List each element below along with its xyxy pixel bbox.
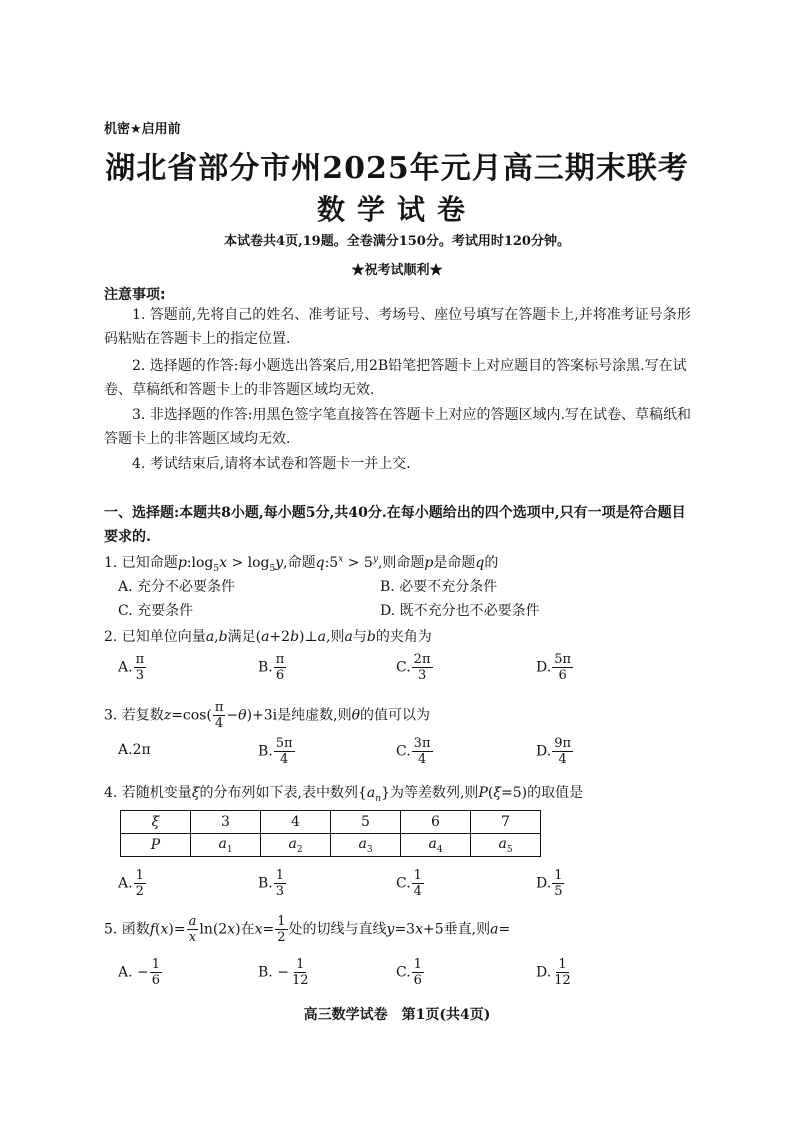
table-cell: $a_2$	[261, 834, 331, 857]
section-heading: 一、选择题:本题共8小题,每小题5分,共40分.在每小题给出的四个选项中,只有一项是符合题目要求的.	[104, 505, 686, 545]
confidential-label: 机密★启用前	[104, 122, 181, 137]
table-cell: $a_3$	[331, 834, 401, 857]
q5-option-d: D. $\frac{1}{12}$	[536, 957, 571, 988]
q1-option-a: A. 充分不必要条件	[118, 579, 236, 595]
q3-option-d: D. $\frac{9\pi}{4}$	[536, 736, 572, 767]
table-cell: 6	[401, 811, 471, 834]
q5-option-b: B. − $\frac{1}{12}$	[258, 957, 309, 988]
question-3-stem: 3. 若复数z=cos( $\frac{\pi}{4}$ −θ)+3i是纯虚数,则θ的值可以为	[104, 700, 431, 731]
table-row	[121, 811, 541, 834]
q2-option-a: A. $\frac{\pi}{3}$	[118, 652, 145, 683]
q3-option-c: C. $\frac{3\pi}{4}$	[396, 736, 431, 767]
question-1-stem: 1. 已知命题$p:\log_5x > \log_5y$,命题$q:5^x > 5^y$,则命题p是命题q的	[104, 554, 499, 574]
q4-option-a: A. $\frac{1}{2}$	[118, 868, 144, 899]
distribution-table	[120, 810, 541, 857]
notice-item-1: 1. 答题前,先将自己的姓名、准考证号、考场号、座位号填写在答题卡上,并将准考证号条形码粘贴在答题卡上的指定位置.	[104, 307, 691, 347]
exam-wish: ★祝考试顺利★	[351, 263, 443, 278]
exam-subtitle: 数学试卷	[316, 193, 477, 226]
table-cell: P	[121, 834, 191, 857]
page-footer: 高三数学试卷 第1页(共4页)	[303, 1007, 491, 1023]
q2-option-d: D. $\frac{5\pi}{6}$	[536, 652, 572, 683]
notice-item-2: 2. 选择题的作答:每小题选出答案后,用2B铅笔把答题卡上对应题目的答案标号涂黑.写在试卷、草稿纸和答题卡上的非答题区域均无效.	[104, 358, 687, 398]
q4-option-b: B. $\frac{1}{3}$	[258, 868, 285, 899]
exam-info: 本试卷共4页,19题。全卷满分150分。考试用时120分钟。	[224, 234, 570, 249]
notice-heading: 注意事项:	[104, 287, 166, 303]
q4-option-c: C. $\frac{1}{4}$	[396, 868, 422, 899]
exam-title: 湖北省部分市州2025年元月高三期末联考	[105, 151, 689, 186]
table-cell: $a_5$	[471, 834, 541, 857]
table-cell: 5	[331, 811, 401, 834]
table-row	[121, 834, 541, 857]
question-5-stem: 5. 函数f(x)= $\frac{a}{x}$ ln(2x)在x= $\frac{1}{2}$ 处的切线与直线y=3x+5垂直,则a=	[104, 914, 511, 945]
q3-option-b: B. $\frac{5\pi}{4}$	[258, 736, 293, 767]
q4-option-d: D. $\frac{1}{5}$	[536, 868, 563, 899]
q1-option-c: C. 充要条件	[118, 603, 194, 619]
q5-option-a: A. − $\frac{1}{6}$	[118, 957, 161, 988]
table-cell: $a_4$	[401, 834, 471, 857]
table-cell: $a_1$	[191, 834, 261, 857]
table-cell: 4	[261, 811, 331, 834]
q1-option-d: D. 既不充分也不必要条件	[380, 603, 540, 619]
question-2-stem: 2. 已知单位向量a,b满足(a+2b)⊥a,则a与b的夹角为	[104, 629, 432, 645]
notice-item-3: 3. 非选择题的作答:用黑色签字笔直接答在答题卡上对应的答题区域内.写在试卷、草稿纸和答题卡上的非答题区域均无效.	[104, 407, 691, 447]
table-cell: ξ	[121, 811, 191, 834]
q3-option-a: A.2π	[118, 742, 151, 758]
notice-item-4: 4. 考试结束后,请将本试卷和答题卡一并上交.	[132, 456, 411, 472]
q2-option-b: B. $\frac{\pi}{6}$	[258, 652, 285, 683]
question-4-stem: 4. 若随机变量ξ的分布列如下表,表中数列$\{a_n\}$为等差数列,则P(ξ=5)的取值是	[104, 785, 584, 804]
table-cell: 7	[471, 811, 541, 834]
table-cell: 3	[191, 811, 261, 834]
q2-option-c: C. $\frac{2\pi}{3}$	[396, 652, 431, 683]
q5-option-c: C. $\frac{1}{6}$	[396, 957, 422, 988]
q1-option-b: B. 必要不充分条件	[380, 579, 498, 595]
